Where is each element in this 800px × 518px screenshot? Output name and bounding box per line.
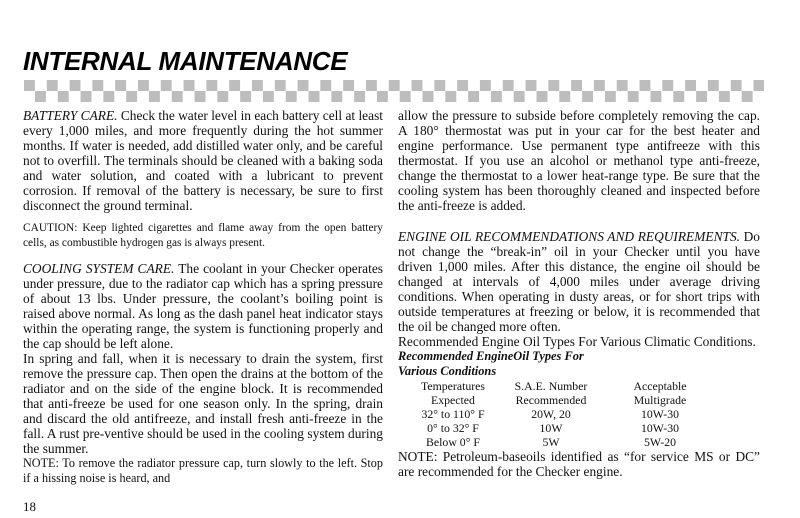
checkered-divider	[24, 80, 764, 102]
radiator-cap-note: NOTE: To remove the radiator pressure cap, turn slowly to the left. Stop if a hissing noise is heard, and	[23, 456, 383, 485]
table-row	[408, 407, 716, 421]
oil-table-title-2: Various Conditions	[398, 364, 497, 378]
table-cell: 10W	[539, 421, 563, 435]
header-cell: Acceptable	[633, 379, 687, 393]
battery-care-section	[23, 108, 383, 213]
table-cell: 10W-30	[640, 421, 679, 435]
page-number: 18	[23, 499, 36, 514]
drain-instructions: In spring and fall, when it is necessary to drain the system, first remove the pressure cap. Then open the drains at the bottom of the radiator and on the side of the engine block. It is recommended that anti-freeze be used for one season only. In the spring, drain and discard the old antifreeze, and install fresh anti-freeze in the fall. A rust pre-ventive should be used in the cooling system during the summer.	[23, 351, 383, 456]
cooling-continuation: allow the pressure to subside before completely removing the cap. A 180° thermostat was put in your car for the best heater and engine performance. Use permanent type antifreeze with this thermostat. If you use an alcohol or methanol type anti-freeze, change the thermostat to a lower heat-range type. Be sure that the cooling system has been thoroughly cleaned and inspected before the anti-freeze is added.	[398, 108, 760, 213]
battery-care-heading: BATTERY CARE.	[23, 108, 118, 123]
checker-row-bottom	[35, 91, 764, 102]
cooling-system-text: The coolant in your Checker operates under pressure, due to the radiator cap which has a spring pressure of about 13 lbs. Under pressure, the coolant’s boiling point is raised above normal. As long as the dash panel heat indicator stays within the operating range, the system is functioning properly and the cap should be left alone.	[23, 261, 383, 351]
table-cell: 32° to 110° F	[421, 407, 485, 421]
oil-note: NOTE: Petroleum-baseoils identified as “for service MS or DC” are recommended for the Checker engine.	[398, 449, 760, 479]
engine-oil-heading: ENGINE OIL RECOMMENDATIONS AND REQUIREMENTS.	[398, 229, 740, 244]
left-column	[23, 108, 383, 486]
recommended-oil-line: Recommended Engine Oil Types For Various Climatic Conditions.	[398, 334, 756, 349]
table-cell: 5W	[542, 435, 560, 449]
table-header-row	[408, 393, 716, 407]
table-cell: 0° to 32° F	[427, 421, 479, 435]
cooling-system-heading: COOLING SYSTEM CARE.	[23, 261, 175, 276]
page-title: INTERNAL MAINTENANCE	[23, 46, 348, 76]
header-cell: Recommended	[515, 393, 587, 407]
header-cell: Expected	[431, 393, 475, 407]
table-header-row	[408, 379, 716, 393]
engine-oil-text: Do not change the “break-in” oil in your Checker until you have driven 1,000 miles. After this distance, the engine oil should be changed at intervals of 4,000 miles under average driving conditions. When operating in dusty areas, or for short trips with outside temperatures at freezing or below, it is recommended that the oil be changed more often.	[398, 229, 761, 334]
oil-types-table	[408, 379, 716, 449]
battery-care-text: Check the water level in each battery cell at least every 1,000 miles, and more frequently during the hot summer months. If water is needed, add distilled water only, and be careful not to overfill. The terminals should be cleaned with a baking soda and water solution, and coated with a lubricant to prevent corrosion. If removal of the battery is necessary, be sure to first disconnect the ground terminal.	[23, 108, 383, 213]
engine-oil-section	[398, 229, 760, 334]
table-row	[408, 421, 716, 435]
header-cell: Temperatures	[420, 379, 486, 393]
header-cell: S.A.E. Number	[514, 379, 588, 393]
table-cell: 10W-30	[640, 407, 679, 421]
right-column	[398, 108, 760, 479]
checker-row-top	[24, 80, 764, 91]
oil-table-title-1: Recommended EngineOil Types For	[398, 349, 584, 363]
table-cell: 20W, 20	[531, 407, 571, 421]
cooling-system-section	[23, 261, 383, 351]
table-cell: 5W-20	[643, 435, 677, 449]
table-row	[408, 435, 716, 449]
header-cell: Multigrade	[633, 393, 687, 407]
caution-note: CAUTION: Keep lighted cigarettes and flame away from the open battery cells, as combustible hydrogen gas is always present.	[23, 222, 383, 249]
table-cell: Below 0° F	[426, 435, 480, 449]
